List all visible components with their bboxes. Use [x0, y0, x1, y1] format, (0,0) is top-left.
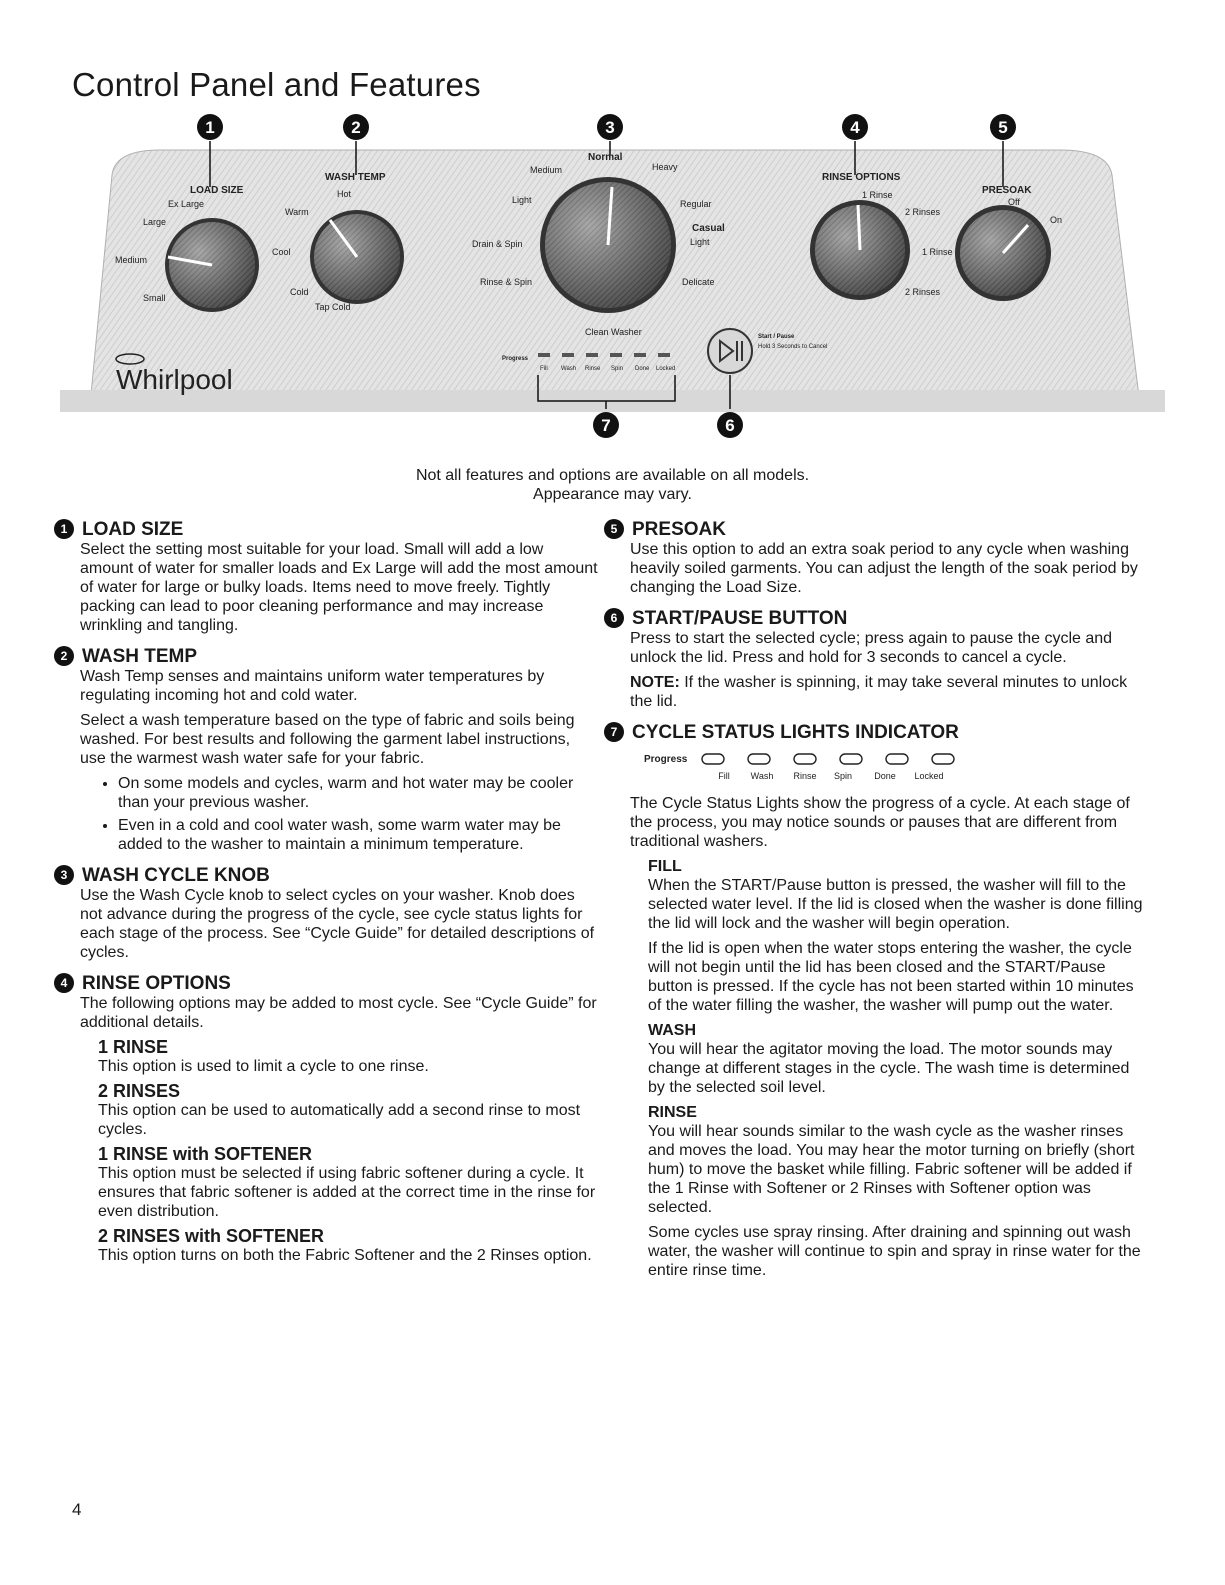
- section-body: Use the Wash Cycle knob to select cycles on your washer. Knob does not advance during the progress of the cycle, see cycle status lights for each stage of the process. See “Cycle Guide” for detailed descriptions of cycles.: [80, 887, 595, 961]
- svg-text:1: 1: [205, 118, 215, 137]
- subsection-body: This option must be selected if using fabric softener during a cycle. It ensures that fabric softener is added at the correct time in the rinse for even distribution.: [98, 1165, 596, 1220]
- bullet-list: [80, 774, 600, 854]
- right-column: [610, 518, 1150, 1290]
- svg-text:RINSE OPTIONS: RINSE OPTIONS: [822, 172, 901, 183]
- left-column: [60, 518, 600, 1275]
- section-body: Press to start the selected cycle; press again to pause the cycle and unlock the lid. Press and hold for 3 seconds to cancel a cycle.: [630, 630, 1113, 666]
- svg-text:Hot: Hot: [337, 189, 352, 199]
- progress-light: [794, 754, 816, 764]
- start-pause-button-illustration: [708, 329, 752, 373]
- svg-text:Large: Large: [143, 217, 167, 227]
- svg-text:Locked: Locked: [656, 366, 676, 372]
- callout-badge-1: [197, 114, 223, 140]
- progress-light: [702, 754, 724, 764]
- svg-text:PRESOAK: PRESOAK: [982, 185, 1032, 196]
- svg-text:Ex Large: Ex Large: [168, 199, 205, 209]
- svg-text:Whirlpool: Whirlpool: [116, 364, 233, 395]
- svg-text:1 Rinse: 1 Rinse: [862, 190, 893, 200]
- wash-temp-knob: [310, 210, 404, 304]
- subsection-body: This option turns on both the Fabric Softener and the 2 Rinses option.: [98, 1247, 592, 1264]
- svg-text:Cold: Cold: [290, 287, 309, 297]
- progress-label: Progress: [644, 754, 688, 765]
- section-number-badge: 4: [54, 973, 74, 993]
- subsection-title: 1 RINSE: [98, 1037, 169, 1057]
- callout-badge-2: [343, 114, 369, 140]
- subsection-title: 2 RINSES with SOFTENER: [98, 1226, 325, 1246]
- load-size-knob: [165, 218, 259, 312]
- svg-text:Off: Off: [1008, 197, 1020, 207]
- section-title: RINSE OPTIONS: [82, 972, 231, 994]
- section-number-badge: 7: [604, 722, 624, 742]
- svg-text:6: 6: [725, 416, 735, 435]
- subsection-1-rinse-softener: [98, 1145, 600, 1221]
- svg-text:4: 4: [850, 118, 860, 137]
- section-title: WASH TEMP: [82, 645, 198, 667]
- section-body: The Cycle Status Lights show the progress of a cycle. At each stage of the process, you may notice sounds or pauses that are different from traditional washers.: [630, 795, 1130, 850]
- svg-text:Medium: Medium: [530, 165, 563, 175]
- progress-light: [748, 754, 770, 764]
- page-title: Control Panel and Features: [72, 66, 481, 103]
- svg-text:Regular: Regular: [680, 199, 712, 209]
- section-number-badge: 2: [54, 646, 74, 666]
- progress-light: [840, 754, 862, 764]
- subsection-2-rinses-softener: [98, 1227, 600, 1265]
- control-panel-illustration: [0, 105, 1225, 455]
- svg-text:Clean Washer: Clean Washer: [585, 327, 642, 337]
- svg-text:Drain & Spin: Drain & Spin: [472, 239, 523, 249]
- section-start-pause: [610, 607, 1150, 711]
- progress-light: [886, 754, 908, 764]
- svg-text:Fill: Fill: [540, 366, 548, 372]
- subsection-body: This option can be used to automatically add a second rinse to most cycles.: [98, 1102, 581, 1138]
- svg-text:2 Rinses: 2 Rinses: [905, 287, 941, 297]
- progress-lights-figure: [644, 749, 1150, 786]
- section-title: PRESOAK: [632, 518, 726, 540]
- callout-badge-7: [593, 412, 619, 438]
- svg-text:Hold 3 Seconds to Cancel: Hold 3 Seconds to Cancel: [758, 344, 828, 350]
- progress-stage-label: Done: [874, 771, 896, 781]
- progress-stage-label: Wash: [750, 771, 774, 781]
- load-size-panel-heading: LOAD SIZE: [190, 185, 244, 196]
- page-number: 4: [72, 1500, 82, 1519]
- svg-text:Cool: Cool: [272, 247, 291, 257]
- svg-text:Done: Done: [635, 366, 650, 372]
- progress-lights-illustration: [644, 749, 1004, 781]
- progress-stage-label: Rinse: [793, 771, 817, 781]
- subsection-wash: [648, 1021, 1150, 1097]
- callout-badge-6: [717, 412, 743, 438]
- svg-text:Warm: Warm: [285, 207, 309, 217]
- subsection-title: WASH: [648, 1022, 696, 1039]
- svg-text:1 Rinse: 1 Rinse: [922, 247, 953, 257]
- section-body: Select a wash temperature based on the type of fabric and soils being washed. For best results and following the garment label instructions, use the warmest wash water safe for your fabric.: [80, 712, 575, 767]
- svg-text:7: 7: [601, 416, 611, 435]
- subsection-title: RINSE: [648, 1104, 697, 1121]
- section-number-badge: 6: [604, 608, 624, 628]
- svg-text:Light: Light: [512, 195, 532, 205]
- section-title: START/PAUSE BUTTON: [632, 607, 848, 629]
- svg-text:Normal: Normal: [588, 152, 623, 163]
- svg-text:Small: Small: [143, 293, 166, 303]
- section-title: CYCLE STATUS LIGHTS INDICATOR: [632, 721, 959, 743]
- control-panel-figure: [0, 105, 1225, 455]
- subsection-2-rinses: [98, 1082, 600, 1139]
- section-rinse-options: [60, 972, 600, 1265]
- section-title: WASH CYCLE KNOB: [82, 864, 270, 886]
- figure-caption: Not all features and options are available on all models. Appearance may vary.: [415, 467, 810, 503]
- section-body: Select the setting most suitable for your load. Small will add a low amount of water for smaller loads and Ex Large will add the most amount of water for large or bulky loads. Items need to move freely. Tightly packing can lead to poor cleaning performance and may increase wrinkling and tangling.: [80, 541, 598, 634]
- callout-badge-4: [842, 114, 868, 140]
- svg-text:Delicate: Delicate: [682, 277, 715, 287]
- subsection-body: When the START/Pause button is pressed, the washer will fill to the selected water level. If the lid is closed when the washer is done filling the lid will lock and the washer will begin operation.: [648, 877, 1143, 932]
- section-body: Use this option to add an extra soak period to any cycle when washing heavily soiled garments. You can adjust the length of the soak period by changing the Load Size.: [630, 541, 1138, 596]
- section-cycle-status: [610, 721, 1150, 1280]
- progress-light: [932, 754, 954, 764]
- note-label: NOTE:: [630, 674, 680, 691]
- svg-text:Light: Light: [690, 237, 710, 247]
- section-presoak: [610, 518, 1150, 597]
- subsection-body: This option is used to limit a cycle to one rinse.: [98, 1058, 429, 1075]
- subsection-body: If the lid is open when the water stops entering the washer, the cycle will not begin until the lid has been closed and the START/Pause button is pressed. If the cycle has not been started within 10 minutes of the water filling the washer, the washer will pump out the water.: [648, 940, 1134, 1014]
- svg-text:WASH TEMP: WASH TEMP: [325, 172, 386, 183]
- note-text: If the washer is spinning, it may take several minutes to unlock the lid.: [630, 674, 1128, 710]
- note: [630, 673, 1150, 711]
- subsection-title: 2 RINSES: [98, 1081, 181, 1101]
- svg-text:Medium: Medium: [115, 255, 148, 265]
- section-body: The following options may be added to most cycle. See “Cycle Guide” for additional details.: [80, 995, 597, 1031]
- section-title: LOAD SIZE: [82, 518, 184, 540]
- section-load-size: [60, 518, 600, 635]
- svg-text:Progress: Progress: [502, 356, 529, 362]
- section-number-badge: 1: [54, 519, 74, 539]
- subsection-title: FILL: [648, 858, 682, 875]
- subsection-body: Some cycles use spray rinsing. After draining and spinning out wash water, the washer will continue to spin and spray in rinse water for the entire rinse time.: [648, 1224, 1141, 1279]
- svg-text:2 Rinses: 2 Rinses: [905, 207, 941, 217]
- svg-text:3: 3: [605, 118, 615, 137]
- section-number-badge: 5: [604, 519, 624, 539]
- svg-text:Start / Pause: Start / Pause: [758, 334, 795, 340]
- subsection-1-rinse: [98, 1038, 600, 1076]
- wash-cycle-knob: [540, 177, 676, 313]
- subsection-body: You will hear the agitator moving the load. The motor sounds may change at different stages in the cycle. The wash time is determined by the selected soil level.: [648, 1041, 1130, 1096]
- svg-text:Tap Cold: Tap Cold: [315, 302, 351, 312]
- progress-stage-label: Locked: [914, 771, 944, 781]
- callout-badge-5: [990, 114, 1016, 140]
- svg-text:Rinse & Spin: Rinse & Spin: [480, 277, 533, 287]
- subsection-fill: [648, 857, 1150, 1015]
- progress-stage-label: Fill: [718, 771, 730, 781]
- svg-text:Heavy: Heavy: [652, 162, 678, 172]
- svg-text:Spin: Spin: [611, 366, 624, 372]
- list-item: • On some models and cycles, warm and hot water may be cooler than your previous washer.: [118, 774, 600, 812]
- svg-text:Wash: Wash: [561, 366, 577, 372]
- callout-badge-3: [597, 114, 623, 140]
- svg-text:2: 2: [351, 118, 361, 137]
- rinse-options-knob: [810, 200, 910, 300]
- progress-stage-label: Spin: [833, 771, 853, 781]
- section-wash-cycle-knob: [60, 864, 600, 962]
- svg-text:Rinse: Rinse: [585, 366, 601, 372]
- svg-text:5: 5: [998, 118, 1008, 137]
- list-item: • Even in a cold and cool water wash, some warm water may be added to the washer to maintain a minimum temperature.: [118, 816, 600, 854]
- presoak-knob: [955, 205, 1051, 301]
- svg-text:On: On: [1050, 215, 1063, 225]
- section-wash-temp: [60, 645, 600, 854]
- subsection-rinse: [648, 1103, 1150, 1280]
- subsection-title: 1 RINSE with SOFTENER: [98, 1144, 313, 1164]
- section-body: Wash Temp senses and maintains uniform water temperatures by regulating incoming hot and cold water.: [80, 668, 545, 704]
- svg-text:Casual: Casual: [692, 223, 725, 234]
- section-number-badge: 3: [54, 865, 74, 885]
- subsection-body: You will hear sounds similar to the wash cycle as the washer rinses and moves the load. You may hear the motor turning on briefly (short hum) to move the basket while filling. Fabric softener will be added if the 1 Rinse with Softener or 2 Rinses with Softener option was selected.: [648, 1123, 1135, 1216]
